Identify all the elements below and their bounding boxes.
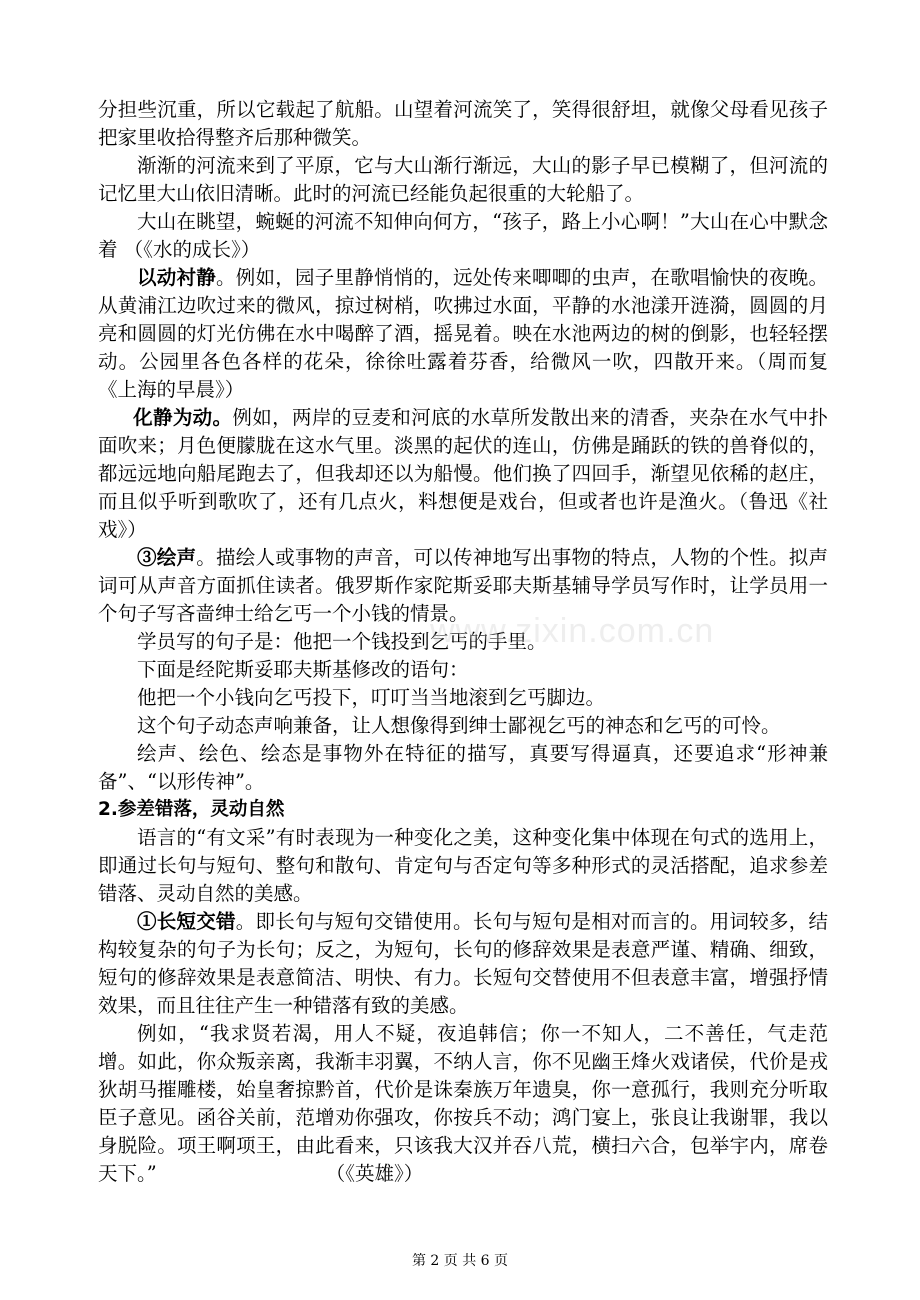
paragraph: 渐渐的河流来到了平原，它与大山渐行渐远，大山的影子早已模糊了，但河流的记忆里大山依旧清晰。此时的河流已经能负起很重的大轮船了。 bbox=[98, 154, 828, 205]
citation: （《英雄》） bbox=[325, 1162, 424, 1185]
paragraph: 绘声、绘色、绘态是事物外在特征的描写，真要写得逼真，还要追求“形神兼备”、“以形传神”。 bbox=[98, 742, 828, 793]
watermark: www.zixin.com.cn bbox=[430, 612, 715, 650]
paragraph-changduan: ①长短交错。即长句与短句交错使用。长句与短句是相对而言的。用词较多，结构较复杂的句子为长句；反之，为短句，长句的修辞效果是表意严谨、精确、细致，短句的修辞效果是表意简洁、明快、有力。长短句交替使用不但表意丰富，增强抒情效果，而且往往产生一种错落有致的美感。 bbox=[98, 910, 828, 1017]
page-footer: 第 2 页 共 6 页 bbox=[411, 1253, 509, 1269]
bold-label: ①长短交错 bbox=[137, 910, 236, 933]
paragraph: 大山在眺望，蜿蜒的河流不知伸向何方，“孩子，路上小心啊！”大山在心中默念着 （《水的成长》） bbox=[98, 210, 828, 261]
paragraph: 语言的“有文采”有时表现为一种变化之美，这种变化集中体现在句式的选用上，即通过长句与短句、整句和散句、肯定句与否定句等多种形式的灵活搭配，追求参差错落、灵动自然的美感。 bbox=[98, 826, 828, 905]
paragraph: 分担些沉重，所以它载起了航船。山望着河流笑了，笑得很舒坦，就像父母看见孩子把家里收拾得整齐后那种微笑。 bbox=[98, 98, 828, 149]
bold-label: 以动衬静 bbox=[137, 266, 216, 289]
paragraph: 学员写的句子是：他把一个钱投到乞丐的手里。 bbox=[137, 630, 547, 653]
section-heading: 2.参差错落，灵动自然 bbox=[98, 799, 285, 820]
bold-label: ③绘声 bbox=[137, 546, 197, 569]
paragraph-huajing: 化静为动。例如，两岸的豆麦和河底的水草所发散出来的清香，夹杂在水气中扑面吹来；月色便朦胧在这水气里。淡黑的起伏的连山，仿佛是踊跃的铁的兽脊似的，都远远地向船尾跑去了，但我却还以为船慢。他们换了四回手，渐望见依稀的赵庄，而且似乎听到歌吹了，还有几点火，料想便是戏台，但或者也许是渔火。（鲁迅《社戏》） bbox=[98, 406, 828, 541]
paragraph-huisheng: ③绘声。描绘人或事物的声音，可以传神地写出事物的特点，人物的个性。拟声词可从声音方面抓住读者。俄罗斯作家陀斯妥耶夫斯基辅导学员写作时，让学员用一个句子写吝啬绅士给乞丐一个小钱的情景。 bbox=[98, 546, 828, 625]
bold-label: 化静为动。 bbox=[133, 406, 233, 429]
paragraph: 他把一个小钱向乞丐投下，叮叮当当地滚到乞丐脚边。 bbox=[137, 686, 606, 709]
paragraph: 下面是经陀斯妥耶夫斯基修改的语句： bbox=[137, 658, 469, 681]
paragraph: 这个句子动态声响兼备，让人想像得到绅士鄙视乞丐的神态和乞丐的可怜。 bbox=[137, 714, 781, 737]
paragraph-example: 例如，“我求贤若渴，用人不疑，夜追韩信；你一不知人，二不善任，气走范增。如此，你众叛亲离，我渐丰羽翼，不纳人言，你不见幽王烽火戏诸侯，代价是戎狄胡马摧雕楼，始皇奢掠黔首，代价是诛秦族万年遗臭，你一意孤行，我则充分听取臣子意见。函谷关前，范增劝你强攻，你按兵不动；鸿门宴上，张良让我谢罪，我以身脱险。项王啊项王，由此看来，只该我大汉并吞八荒，横扫六合，包举宇内，席卷天下。” （《英雄》） bbox=[98, 1020, 828, 1188]
paragraph-jingdong: 以动衬静。例如，园子里静悄悄的，远处传来唧唧的虫声，在歌唱愉快的夜晚。从黄浦江边吹过来的微风，掠过树梢，吹拂过水面，平静的水池漾开涟漪，圆圆的月亮和圆圆的灯光仿佛在水中喝醉了酒，摇晃着。映在水池两边的树的倒影，也轻轻摆动。公园里各色各样的花朵，徐徐吐露着芬香，给微风一吹，四散开来。（周而复《上海的早晨》） bbox=[98, 266, 828, 401]
